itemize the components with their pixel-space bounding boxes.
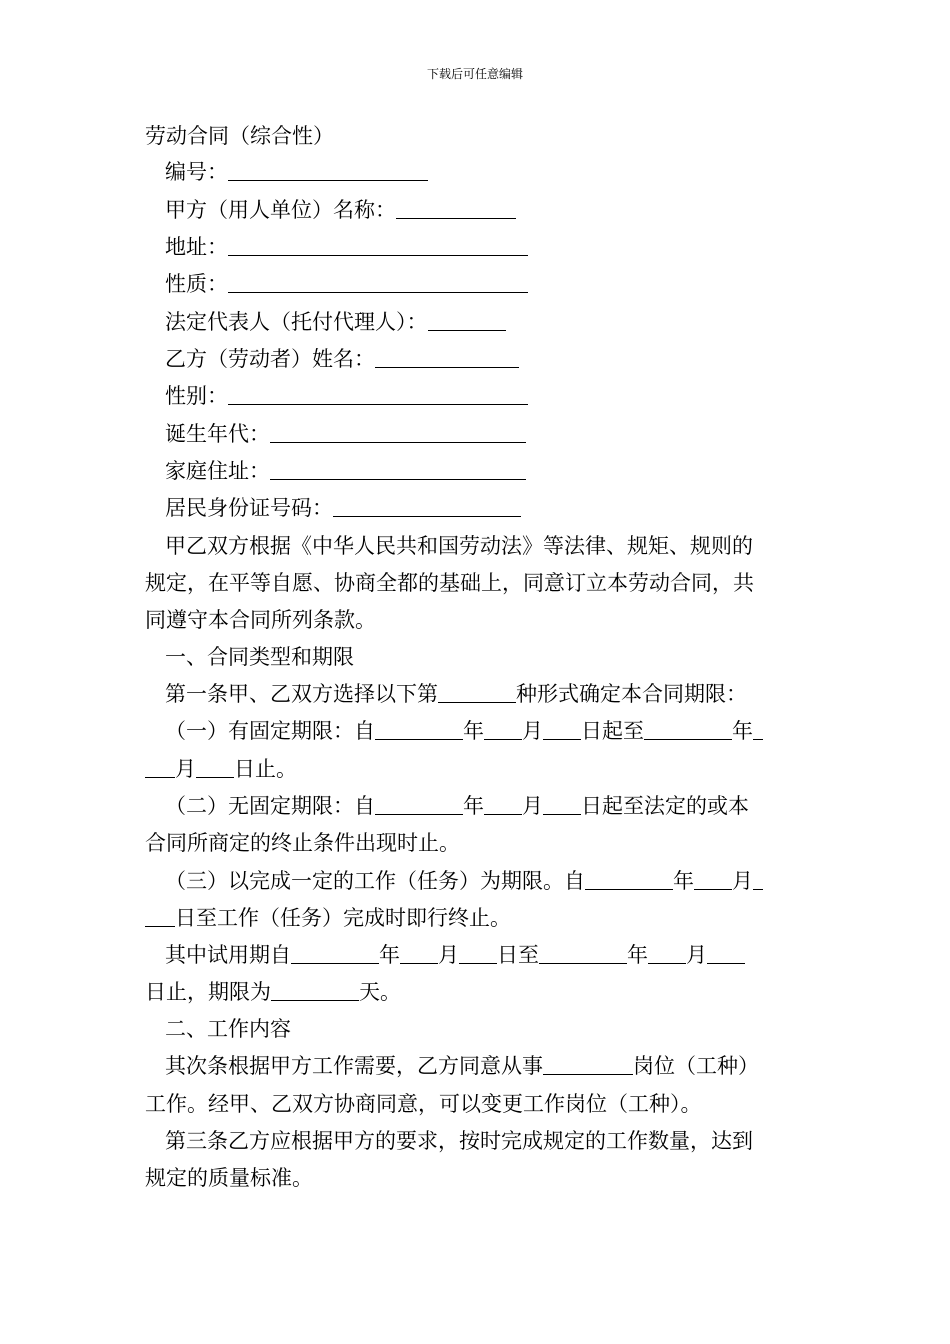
field-label: 乙方（劳动者）姓名：: [165, 347, 375, 371]
term-fixed-line-1: （一）有固定期限：自 年 月 日起至 年: [165, 716, 835, 746]
blank-line[interactable]: [228, 235, 528, 256]
field-label: 编号：: [165, 160, 228, 184]
field-nature: [165, 269, 835, 299]
article-2-line-2: 工作。经甲、乙双方协商同意，可以变更工作岗位（工种）。: [145, 1092, 702, 1116]
blank-line[interactable]: [228, 160, 428, 181]
field-gender: [165, 381, 835, 411]
field-id-number: [165, 493, 835, 523]
field-party-a: [165, 195, 835, 225]
blank-line[interactable]: [428, 310, 506, 331]
field-number: [165, 157, 835, 187]
term-task-line-1: （三）以完成一定的工作（任务）为期限。自 年 月: [165, 866, 835, 896]
trial-line-2: 日止，期限为 天。: [145, 980, 401, 1004]
blank-line[interactable]: [707, 943, 745, 964]
term-open-line-1: （二）无固定期限：自 年 月 日起至法定的或本: [165, 794, 749, 818]
field-label: 性质：: [165, 272, 228, 296]
blank-line[interactable]: [145, 906, 175, 927]
blank-line[interactable]: [648, 943, 686, 964]
blank-line[interactable]: [375, 794, 463, 815]
term-open-line-2: 合同所商定的终止条件出现时止。: [145, 831, 460, 855]
blank-line[interactable]: [196, 757, 234, 778]
field-birth: [165, 419, 835, 449]
field-label: 居民身份证号码：: [165, 496, 333, 520]
preamble-line-2: 规定，在平等自愿、协商全都的基础上，同意订立本劳动合同，共: [145, 571, 754, 595]
blank-line[interactable]: [753, 719, 763, 740]
article-1: 第一条甲、乙双方选择以下第 种形式确定本合同期限：: [165, 682, 747, 706]
article-3-line-2: 规定的质量标准。: [145, 1166, 313, 1190]
field-label: 甲方（用人单位）名称：: [165, 198, 396, 222]
blank-line[interactable]: [539, 943, 627, 964]
blank-line[interactable]: [400, 943, 438, 964]
blank-line[interactable]: [585, 869, 673, 890]
field-legal-rep: [165, 307, 835, 337]
term-task-line-2: 日至工作（任务）完成时即行终止。: [145, 903, 815, 933]
field-label: 家庭住址：: [165, 459, 270, 483]
blank-line[interactable]: [228, 272, 528, 293]
page-header: 下载后可任意编辑: [426, 67, 523, 81]
field-address: [165, 232, 835, 262]
trial-line-1: 其中试用期自 年 月 日至 年 月: [165, 940, 835, 970]
blank-line[interactable]: [270, 459, 526, 480]
blank-line[interactable]: [271, 980, 359, 1001]
preamble-line-3: 同遵守本合同所列条款。: [145, 608, 376, 632]
blank-line[interactable]: [644, 719, 732, 740]
blank-line[interactable]: [438, 682, 516, 703]
term-fixed-line-2: 月 日止。: [145, 754, 815, 784]
blank-line[interactable]: [484, 794, 522, 815]
field-label: 地址：: [165, 235, 228, 259]
blank-line[interactable]: [333, 496, 521, 517]
field-party-b: [165, 344, 835, 374]
section-1-heading: 一、合同类型和期限: [165, 645, 354, 669]
blank-line[interactable]: [484, 719, 522, 740]
blank-line[interactable]: [459, 943, 497, 964]
field-home-address: [165, 456, 835, 486]
blank-line[interactable]: [145, 757, 175, 778]
field-label: 性别：: [165, 384, 228, 408]
document-title: 劳动合同（综合性）: [145, 124, 334, 148]
blank-line[interactable]: [270, 422, 526, 443]
article-2-line-1: 其次条根据甲方工作需要，乙方同意从事 岗位（工种）: [165, 1054, 759, 1078]
blank-line[interactable]: [694, 869, 732, 890]
field-label: 诞生年代：: [165, 422, 270, 446]
blank-line[interactable]: [543, 1054, 633, 1075]
blank-line[interactable]: [543, 794, 581, 815]
article-3-line-1: 第三条乙方应根据甲方的要求，按时完成规定的工作数量，达到: [165, 1129, 753, 1153]
preamble-line-1: 甲乙双方根据《中华人民共和国劳动法》等法律、规矩、规则的: [165, 534, 753, 558]
blank-line[interactable]: [375, 347, 519, 368]
blank-line[interactable]: [228, 384, 528, 405]
blank-line[interactable]: [291, 943, 379, 964]
blank-line[interactable]: [543, 719, 581, 740]
section-2-heading: 二、工作内容: [165, 1017, 291, 1041]
blank-line[interactable]: [396, 198, 516, 219]
blank-line[interactable]: [753, 869, 763, 890]
field-label: 法定代表人（托付代理人）：: [165, 310, 428, 334]
blank-line[interactable]: [375, 719, 463, 740]
